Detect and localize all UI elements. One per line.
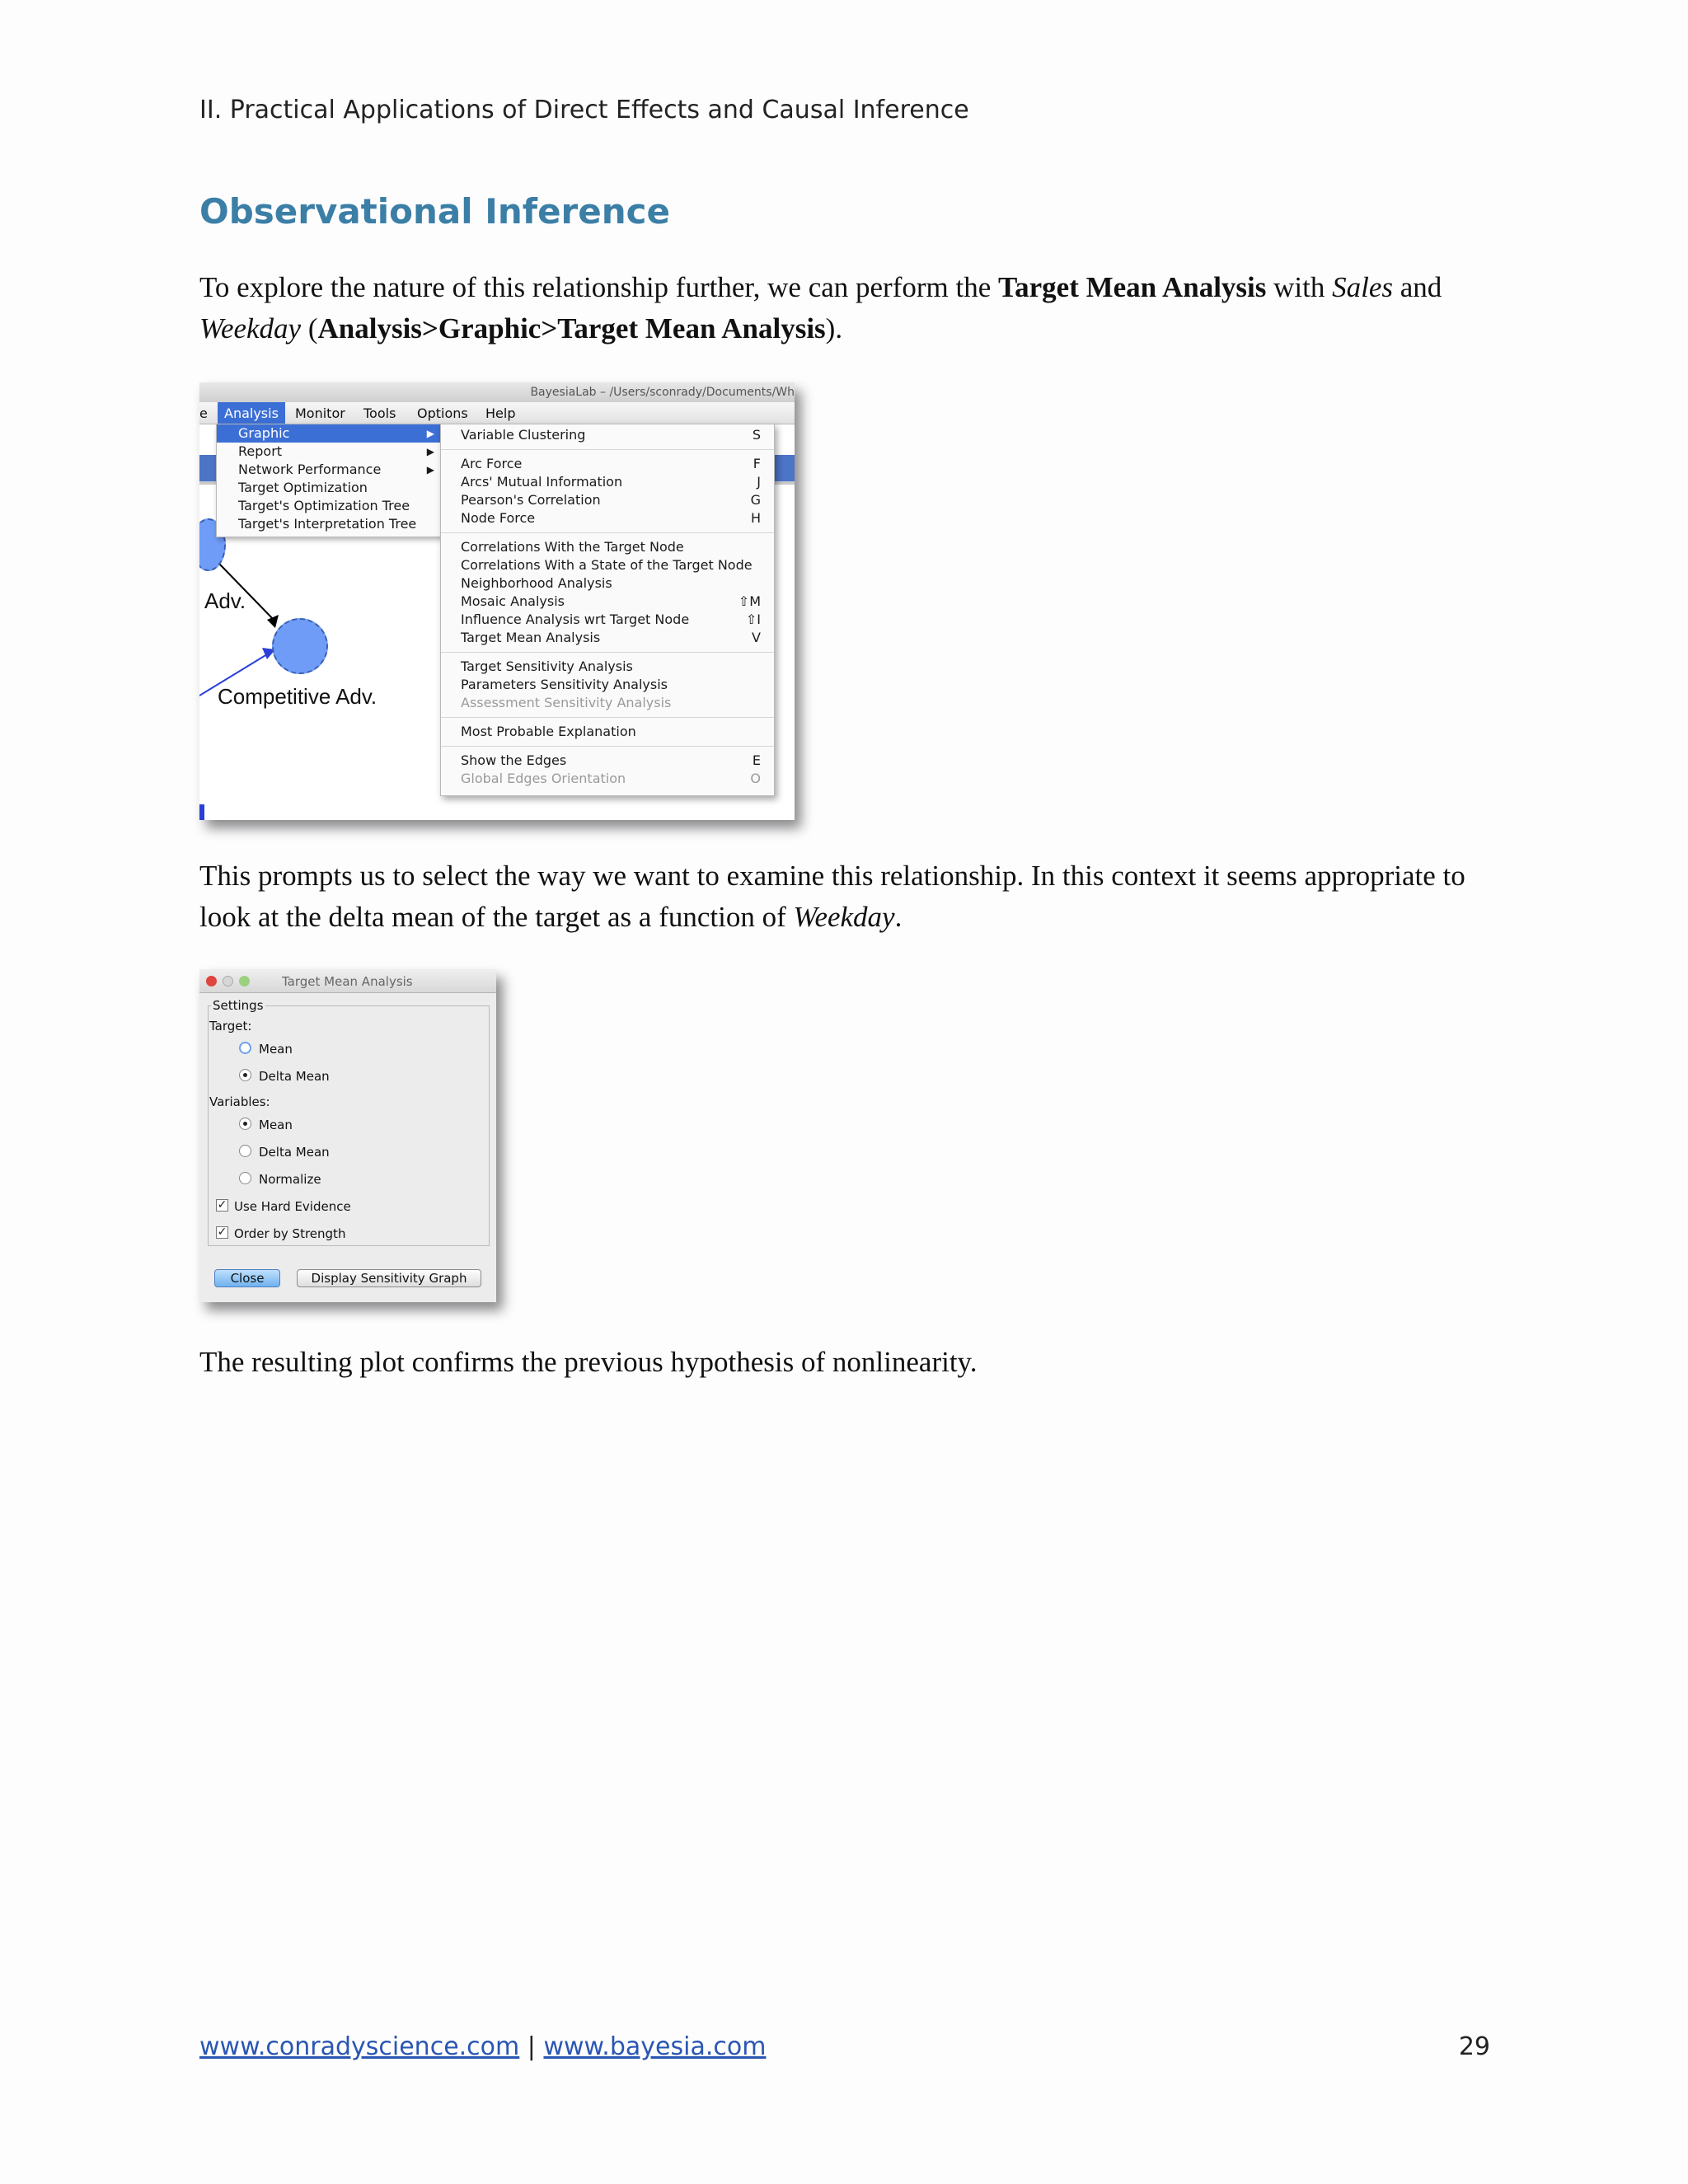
label: Most Probable Explanation bbox=[461, 724, 636, 739]
menu-item[interactable] bbox=[441, 658, 774, 676]
menu-item[interactable] bbox=[441, 752, 774, 770]
order-by-strength-checkbox[interactable]: ✓ bbox=[217, 1226, 227, 1239]
label: Parameters Sensitivity Analysis bbox=[461, 677, 668, 692]
analysis-menu-screenshot bbox=[199, 382, 795, 820]
label: Node Force bbox=[461, 510, 536, 526]
menu-item-target-optimization[interactable] bbox=[217, 479, 441, 497]
text: To explore the nature of this relationship further, we can perform the bbox=[199, 271, 998, 303]
menu-item-target-mean-analysis[interactable] bbox=[441, 629, 774, 647]
use-hard-evidence-label: Use Hard Evidence bbox=[234, 1199, 351, 1214]
menu-item-report[interactable] bbox=[217, 443, 441, 461]
menu-item[interactable] bbox=[441, 455, 774, 473]
label: Pearson's Correlation bbox=[461, 492, 601, 508]
settings-label: Settings bbox=[213, 998, 264, 1013]
text: ( bbox=[301, 312, 318, 344]
menu-item-targets-interpretation-tree[interactable] bbox=[217, 515, 441, 533]
analysis-dropdown bbox=[216, 424, 442, 537]
label: Arcs' Mutual Information bbox=[461, 474, 623, 490]
menu-item-graphic[interactable] bbox=[217, 424, 441, 443]
menu-item-network-performance[interactable] bbox=[217, 461, 441, 479]
submenu-arrow-icon: ▶ bbox=[426, 428, 434, 439]
shortcut: H bbox=[750, 510, 761, 526]
menu-item[interactable] bbox=[441, 593, 774, 611]
close-button[interactable]: Close bbox=[214, 1269, 280, 1287]
target-mean-radio[interactable] bbox=[239, 1042, 251, 1054]
paragraph-3: The resulting plot confirms the previous hypothesis of nonlinearity. bbox=[199, 1346, 978, 1378]
menu-item[interactable] bbox=[441, 538, 774, 556]
menu-options[interactable]: Options bbox=[417, 405, 468, 421]
variables-label: Variables: bbox=[209, 1094, 270, 1109]
target-delta-mean-label: Delta Mean bbox=[259, 1069, 330, 1084]
menu-item[interactable] bbox=[441, 556, 774, 574]
menu-item[interactable] bbox=[441, 491, 774, 509]
separator bbox=[441, 449, 774, 450]
label: Report bbox=[238, 443, 283, 459]
label: Target Sensitivity Analysis bbox=[461, 658, 633, 674]
paragraph-2 bbox=[199, 855, 1490, 938]
variables-normalize-radio[interactable] bbox=[239, 1172, 251, 1184]
menu-e[interactable]: e bbox=[199, 405, 208, 421]
minimize-window-icon[interactable] bbox=[223, 976, 233, 987]
italic-term: Weekday bbox=[199, 312, 302, 344]
separator bbox=[441, 746, 774, 747]
shortcut: ⇧M bbox=[738, 593, 761, 609]
target-mean-label: Mean bbox=[259, 1042, 293, 1057]
shortcut: E bbox=[752, 752, 761, 768]
target-mean-analysis-dialog bbox=[199, 969, 496, 1302]
shortcut: G bbox=[750, 492, 761, 508]
variables-mean-label: Mean bbox=[259, 1118, 293, 1132]
target-label: Target: bbox=[209, 1019, 252, 1033]
label: Show the Edges bbox=[461, 752, 567, 768]
shortcut: S bbox=[752, 427, 761, 443]
conradyscience-link[interactable]: www.conradyscience.com bbox=[199, 2032, 520, 2061]
menu-item[interactable] bbox=[441, 509, 774, 527]
running-head: II. Practical Applications of Direct Effects and Causal Inference bbox=[199, 96, 969, 124]
variables-delta-mean-radio[interactable] bbox=[239, 1145, 251, 1157]
shortcut: ⇧I bbox=[745, 612, 761, 627]
menu-tools[interactable]: Tools bbox=[363, 405, 396, 421]
label: Influence Analysis wrt Target Node bbox=[461, 612, 690, 627]
edge-fragment bbox=[199, 804, 204, 820]
separator bbox=[441, 717, 774, 718]
label: Graphic bbox=[238, 425, 290, 441]
bayesia-link[interactable]: www.bayesia.com bbox=[543, 2032, 767, 2061]
label: Variable Clustering bbox=[461, 427, 586, 443]
order-by-strength-label: Order by Strength bbox=[234, 1226, 346, 1241]
target-delta-mean-radio[interactable] bbox=[239, 1069, 251, 1081]
dialog-title: Target Mean Analysis bbox=[282, 974, 413, 989]
shortcut: V bbox=[752, 630, 761, 645]
menu-monitor[interactable]: Monitor bbox=[295, 405, 345, 421]
variables-mean-radio[interactable] bbox=[239, 1118, 251, 1130]
menu-help[interactable]: Help bbox=[485, 405, 516, 421]
label: Target's Optimization Tree bbox=[238, 498, 410, 513]
window-title: BayesiaLab – /Users/sconrady/Documents/Wh bbox=[530, 386, 795, 399]
italic-term: Weekday bbox=[793, 901, 895, 933]
submenu-arrow-icon: ▶ bbox=[426, 464, 434, 476]
paragraph-1 bbox=[199, 267, 1490, 349]
dialog-titlebar bbox=[199, 969, 496, 993]
separator bbox=[441, 532, 774, 533]
text: ). bbox=[825, 312, 843, 344]
menu-item[interactable] bbox=[441, 426, 774, 444]
close-window-icon[interactable] bbox=[206, 976, 217, 987]
bold-term: Target Mean Analysis bbox=[998, 271, 1267, 303]
section-title: Observational Inference bbox=[199, 191, 671, 232]
menu-analysis[interactable]: Analysis bbox=[218, 402, 285, 424]
menu-item-targets-optimization-tree[interactable] bbox=[217, 497, 441, 515]
label: Correlations With the Target Node bbox=[461, 539, 684, 555]
menu-item[interactable] bbox=[441, 611, 774, 629]
separator bbox=[441, 652, 774, 653]
menu-item[interactable] bbox=[441, 473, 774, 491]
node-label-adv: Adv. bbox=[204, 588, 246, 613]
variables-delta-mean-label: Delta Mean bbox=[259, 1145, 330, 1160]
label: Correlations With a State of the Target Node bbox=[461, 557, 753, 573]
menu-item[interactable] bbox=[441, 676, 774, 694]
graphic-submenu bbox=[440, 424, 775, 796]
menu-item[interactable] bbox=[441, 574, 774, 593]
label: Network Performance bbox=[238, 462, 382, 477]
zoom-window-icon[interactable] bbox=[239, 976, 250, 987]
submenu-arrow-icon: ▶ bbox=[426, 446, 434, 457]
label: Neighborhood Analysis bbox=[461, 575, 612, 591]
menu-item[interactable] bbox=[441, 723, 774, 741]
label: Mosaic Analysis bbox=[461, 593, 565, 609]
shortcut: O bbox=[750, 771, 761, 786]
italic-term: Sales bbox=[1332, 271, 1394, 303]
graph-node[interactable] bbox=[272, 618, 328, 674]
label: Global Edges Orientation bbox=[461, 771, 626, 786]
variables-normalize-label: Normalize bbox=[259, 1172, 321, 1187]
footer-separator: | bbox=[519, 2032, 544, 2061]
menu-item-disabled bbox=[441, 694, 774, 712]
page-number: 29 bbox=[1458, 2032, 1490, 2061]
display-sensitivity-graph-button[interactable]: Display Sensitivity Graph bbox=[297, 1269, 481, 1287]
label: Target's Interpretation Tree bbox=[238, 516, 417, 532]
use-hard-evidence-checkbox[interactable]: ✓ bbox=[217, 1198, 227, 1212]
text: with bbox=[1266, 271, 1333, 303]
label: Arc Force bbox=[461, 456, 523, 471]
text: This prompts us to select the way we want to examine this relationship. In this context it seems appropriate to look at the delta mean of the target as a function of bbox=[199, 860, 1465, 933]
text: and bbox=[1393, 271, 1442, 303]
bold-path: Analysis>Graphic>Target Mean Analysis bbox=[317, 312, 826, 344]
menu-item-disabled bbox=[441, 770, 774, 788]
label: Assessment Sensitivity Analysis bbox=[461, 695, 672, 710]
arrowhead bbox=[267, 615, 279, 628]
label: Target Mean Analysis bbox=[461, 630, 601, 645]
footer-links bbox=[199, 2032, 766, 2061]
shortcut: J bbox=[757, 474, 761, 490]
text: . bbox=[894, 901, 903, 933]
shortcut: F bbox=[753, 456, 761, 471]
node-label-competitive-adv: Competitive Adv. bbox=[218, 684, 377, 709]
label: Target Optimization bbox=[238, 480, 368, 495]
